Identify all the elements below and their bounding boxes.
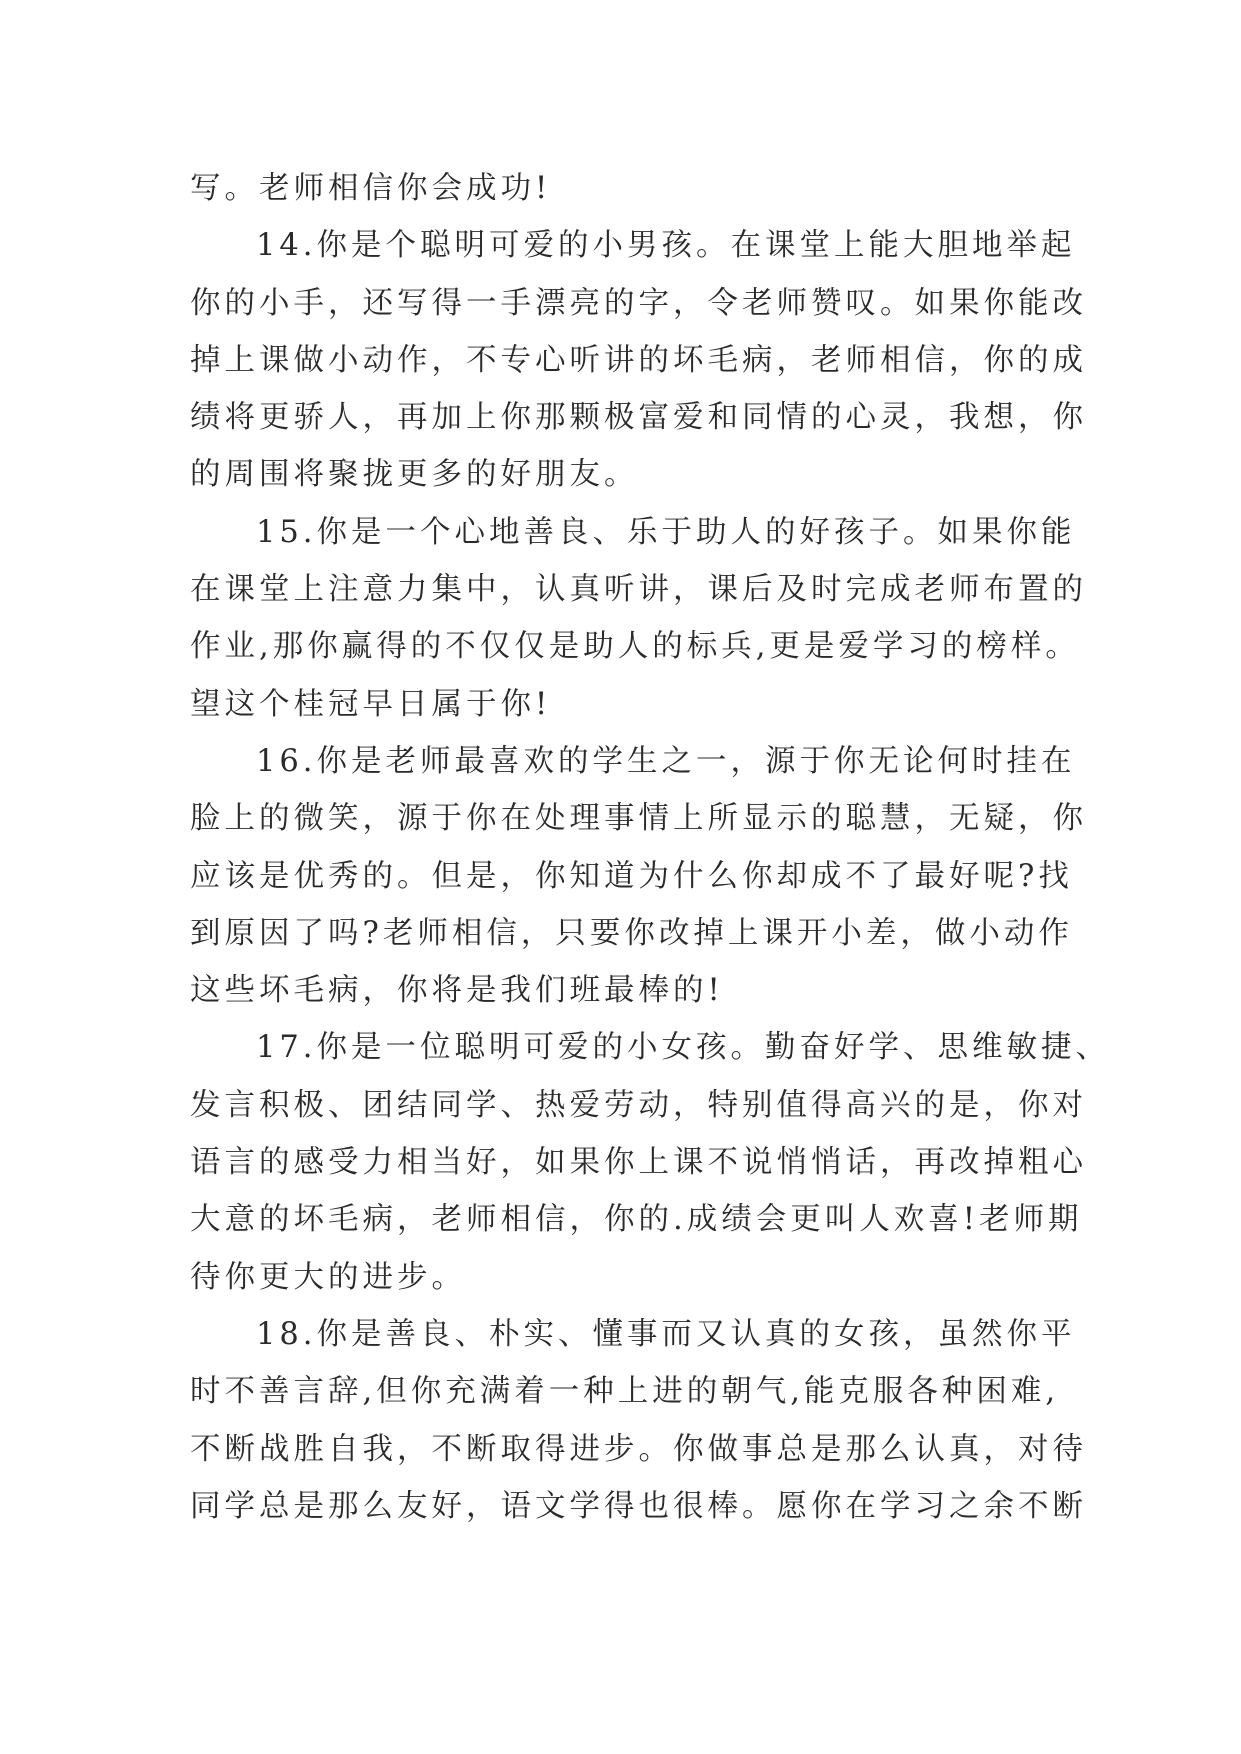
- text-line: 17.你是一位聪明可爱的小女孩。勤奋好学、思维敏捷、: [256, 1030, 1111, 1066]
- document-body: [190, 160, 1111, 1535]
- paragraph-16: [190, 733, 1087, 1019]
- text-line: 望这个桂冠早日属于你!: [190, 686, 552, 722]
- text-line: 同学总是那么友好，语文学得也很棒。愿你在学习之余不断: [190, 1488, 1087, 1524]
- text-line: 脸上的微笑，源于你在处理事情上所显示的聪慧，无疑，你: [190, 801, 1087, 837]
- paragraph-18: [190, 1306, 1087, 1535]
- text-line: 的周围将聚拢更多的好朋友。: [190, 457, 639, 493]
- paragraph-13-continued: [190, 160, 1070, 217]
- text-line: 15.你是一个心地善良、乐于助人的好孩子。如果你能: [256, 514, 1076, 550]
- text-line: 语言的感受力相当好，如果你上课不说悄悄话，再改掉粗心: [190, 1145, 1087, 1181]
- text-line: 应该是优秀的。但是，你知道为什么你却成不了最好呢?找: [190, 858, 1073, 894]
- text-line: 不断战胜自我，不断取得进步。你做事总是那么认真，对待: [190, 1431, 1087, 1467]
- text-line: 待你更大的进步。: [190, 1259, 466, 1295]
- text-line: 在课堂上注意力集中，认真听讲，课后及时完成老师布置的: [190, 572, 1087, 608]
- text-line: 时不善言辞,但你充满着一种上进的朝气,能克服各种困难,: [190, 1374, 1060, 1410]
- text-line: 14.你是个聪明可爱的小男孩。在课堂上能大胆地举起: [256, 228, 1076, 264]
- text-line: 作业,那你赢得的不仅仅是助人的标兵,更是爱学习的榜样。: [190, 629, 1080, 665]
- text-line: 发言积极、团结同学、热爱劳动，特别值得高兴的是，你对: [190, 1087, 1087, 1123]
- text-line: 18.你是善良、朴实、懂事而又认真的女孩，虽然你平: [256, 1316, 1076, 1352]
- text-line: 到原因了吗?老师相信，只要你改掉上课开小差，做小动作: [190, 915, 1073, 951]
- text-line: 大意的坏毛病，老师相信，你的.成绩会更叫人欢喜!老师期: [190, 1202, 1083, 1238]
- paragraph-15: [190, 504, 1087, 733]
- text-line: 你的小手，还写得一手漂亮的字，令老师赞叹。如果你能改: [190, 285, 1087, 321]
- text-line: 16.你是老师最喜欢的学生之一，源于你无论何时挂在: [256, 743, 1076, 779]
- text-line: 绩将更骄人，再加上你那颗极富爱和同情的心灵，我想，你: [190, 400, 1087, 436]
- text-line: 这些坏毛病，你将是我们班最棒的!: [190, 973, 724, 1009]
- paragraph-14: [190, 217, 1087, 503]
- text-line: 掉上课做小动作，不专心听讲的坏毛病，老师相信，你的成: [190, 342, 1087, 378]
- paragraph-17: [190, 1019, 1111, 1305]
- text-line: 写。老师相信你会成功!: [190, 171, 552, 206]
